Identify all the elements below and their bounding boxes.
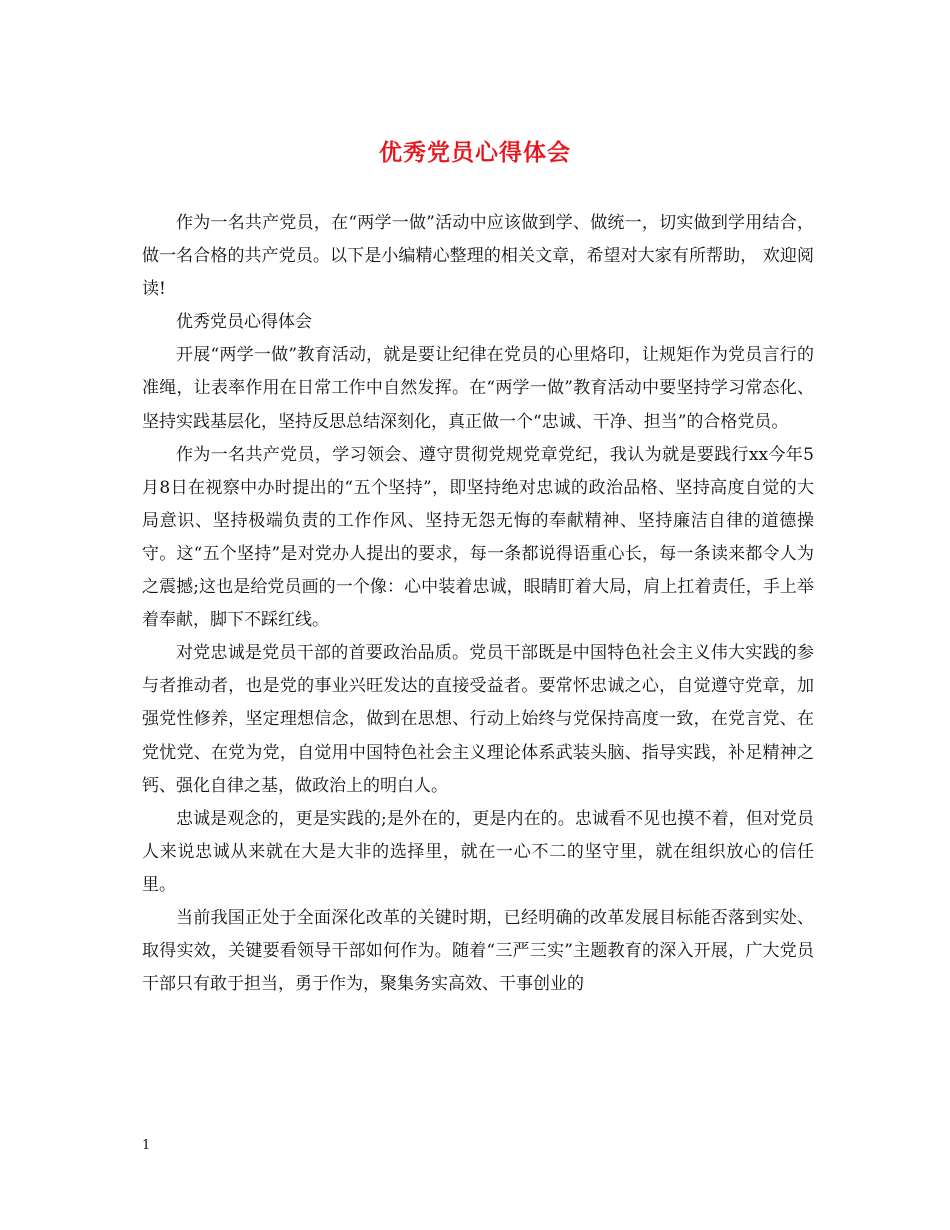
paragraph: 开展“两学一做”教育活动，就是要让纪律在党员的心里烙印，让规矩作为党员言行的准绳，让表率作用在日常工作中自然发挥。在“两学一做”教育活动中要坚持学习常态化、坚持实践基层化，坚持反思总结深刻化，真正做一个“忠诚、干净、担当”的合格党员。	[142, 345, 814, 432]
paragraph: 对党忠诚是党员干部的首要政治品质。党员干部既是中国特色社会主义伟大实践的参与者推动者，也是党的事业兴旺发达的直接受益者。要常怀忠诚之心，自觉遵守党章，加强党性修养，坚定理想信念，做到在思想、行动上始终与党保持高度一致，在党言党、在党忧党、在党为党，自觉用中国特色社会主义理论体系武装头脑、指导实践，补足精神之钙、强化自律之基，做政治上的明白人。	[142, 643, 814, 796]
document-title: 优秀党员心得体会	[379, 139, 571, 166]
paragraph: 当前我国正处于全面深化改革的关键时期，已经明确的改革发展目标能否落到实处、取得实效，关键要看领导干部如何作为。随着“三严三实”主题教育的深入开展，广大党员干部只有敢于担当，勇于作为，聚集务实高效、干事创业的	[142, 907, 814, 995]
paragraph-subtitle: 优秀党员心得体会	[176, 312, 312, 333]
paragraph-intro: 作为一名共产党员，在“两学一做”活动中应该做到学、做统一，切实做到学用结合，做一名合格的共产党员。以下是小编精心整理的相关文章，希望对大家有所帮助， 欢迎阅读!	[142, 213, 814, 300]
document-body	[142, 207, 814, 1001]
page-number: 1	[142, 1138, 151, 1153]
paragraph: 忠诚是观念的，更是实践的;是外在的，更是内在的。忠诚看不见也摸不着，但对党员人来说忠诚从来就在大是大非的选择里，就在一心不二的坚守里，就在组织放心的信任里。	[142, 808, 814, 895]
paragraph: 作为一名共产党员，学习领会、遵守贯彻党规党章党纪，我认为就是要践行xx今年5月8日在视察中办时提出的“五个坚持”，即坚持绝对忠诚的政治品格、坚持高度自觉的大局意识、坚持极端负责的工作作风、坚持无怨无悔的奉献精神、坚持廉洁自律的道德操守。这“五个坚持”是对党办人提出的要求，每一条都说得语重心长，每一条读来都令人为之震撼;这也是给党员画的一个像：心中装着忠诚，眼睛盯着大局，肩上扛着责任，手上举着奉献，脚下不踩红线。	[142, 444, 814, 631]
